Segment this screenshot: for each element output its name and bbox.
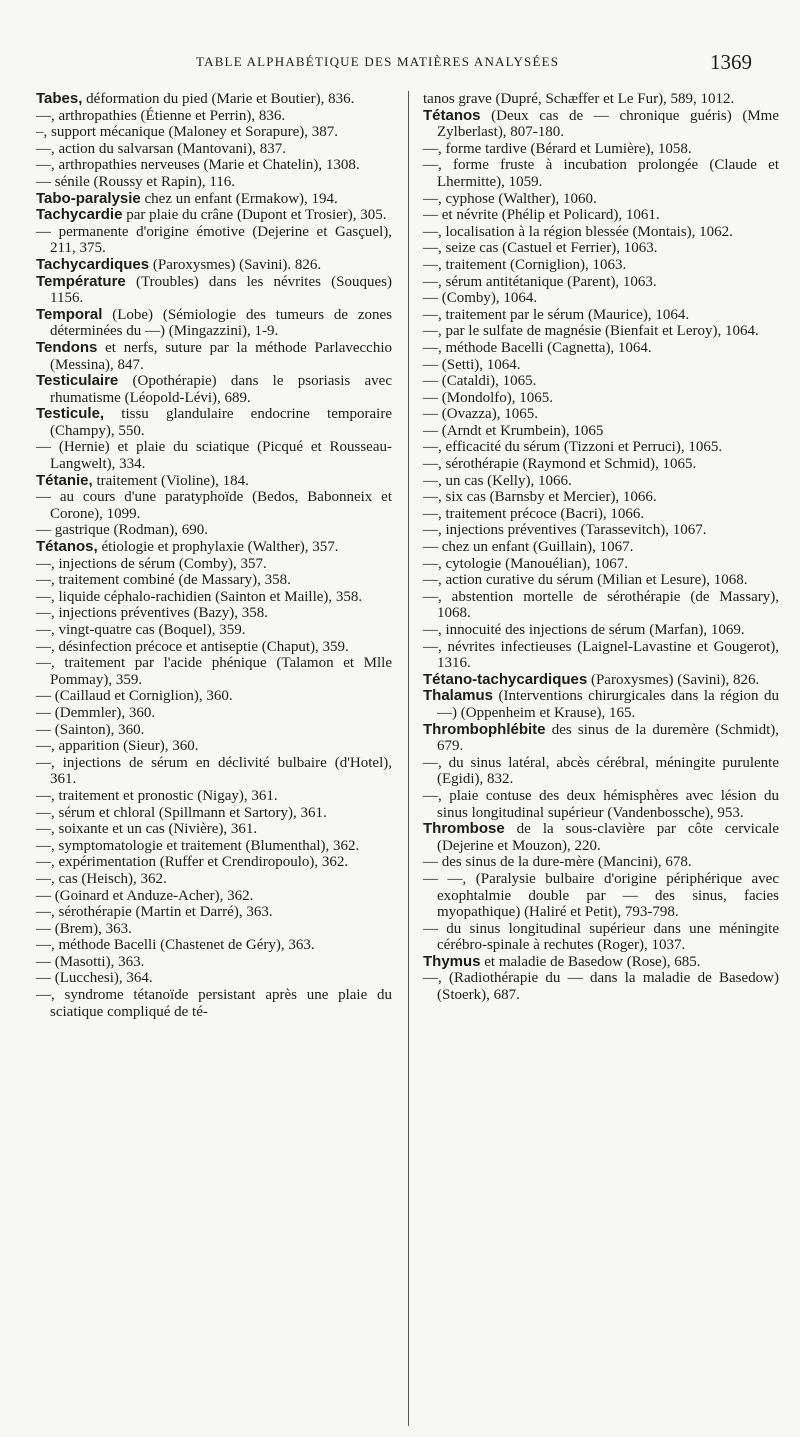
index-entry — [36, 838, 392, 855]
entry-heading: Tétanos — [423, 106, 481, 124]
entry-text: —, syndrome tétanoïde persistant après une plaie du sciatique compliqué de té- — [36, 987, 392, 1020]
entry-text: —, expérimentation (Ruffer et Crendiropoulo), 362. — [36, 854, 349, 871]
index-entry — [36, 473, 392, 490]
entry-heading: Tachycardie — [36, 206, 123, 224]
index-entry — [36, 489, 392, 522]
entry-text: —, arthropathies (Étienne et Perrin), 836. — [36, 107, 286, 124]
index-entry — [36, 622, 392, 639]
index-entry — [36, 340, 392, 373]
entry-text: —, innocuité des injections de sérum (Marfan), 1069. — [423, 622, 745, 638]
entry-text: —, action curative du sérum (Milian et Lesure), 1068. — [423, 572, 748, 589]
index-entry — [423, 307, 779, 324]
entry-text: —, injections de sérum en déclivité bulbaire (d'Hotel), 361. — [36, 754, 392, 788]
entry-text: par plaie du crâne (Dupont et Trosier), 305. — [122, 207, 387, 224]
index-entry — [423, 340, 779, 357]
index-entry — [423, 323, 779, 340]
entry-text: (Paroxysmes) (Savini), 826. — [587, 671, 760, 688]
entry-heading: Température — [36, 272, 126, 290]
entry-text: — chez un enfant (Guillain), 1067. — [423, 539, 634, 556]
index-entry — [36, 937, 392, 954]
entry-text: —, cytologie (Manouélian), 1067. — [423, 555, 628, 572]
index-entry — [36, 307, 392, 340]
entry-text: —, traitement précoce (Bacri), 1066. — [423, 505, 645, 522]
entry-text: — (Setti), 1064. — [423, 356, 521, 373]
index-entry — [423, 290, 779, 307]
index-entry — [423, 854, 779, 871]
entry-text: —, injections préventives (Bazy), 358. — [36, 605, 269, 622]
index-entry — [36, 738, 392, 755]
entry-text: —, liquide céphalo-rachidien (Sainton et Maille), 358. — [36, 588, 363, 605]
index-entry — [423, 755, 779, 788]
index-entry — [36, 589, 392, 606]
index-entry — [36, 439, 392, 472]
entry-text: —, action du salvarsan (Mantovani), 837. — [36, 140, 286, 157]
right-column — [423, 91, 779, 1004]
index-entry — [36, 572, 392, 589]
entry-text: traitement (Violine), 184. — [92, 472, 249, 489]
index-entry — [36, 639, 392, 656]
entry-text: —, injections préventives (Tarassevitch), 1067. — [423, 522, 707, 539]
entry-text: —, par le sulfate de magnésie (Bienfait et Leroy), 1064. — [423, 323, 759, 340]
entry-text: —, soixante et un cas (Nivière), 361. — [36, 821, 258, 838]
index-entry — [423, 240, 779, 257]
index-entry — [423, 191, 779, 208]
entry-text: —, névrites infectieuses (Laignel-Lavastine et Gougerot), 1316. — [423, 638, 779, 672]
entry-text: —, sérothérapie (Raymond et Schmid), 1065. — [423, 456, 697, 473]
index-entry — [36, 688, 392, 705]
index-entry — [423, 390, 779, 407]
entry-text: déformation du pied (Marie et Boutier), 836. — [82, 91, 355, 107]
index-entry — [36, 871, 392, 888]
entry-text: — (Ovazza), 1065. — [423, 406, 538, 423]
index-entry — [36, 970, 392, 987]
entry-text: — du sinus longitudinal supérieur dans une méningite cérébro-spinale à rechutes (Roger), 1037. — [423, 920, 779, 954]
entry-text: —, symptomatologie et traitement (Blumenthal), 362. — [36, 837, 360, 854]
entry-text: — (Sainton), 360. — [36, 721, 145, 738]
index-entry — [36, 141, 392, 158]
index-entry — [423, 821, 779, 854]
entry-text: —, méthode Bacelli (Cagnetta), 1064. — [423, 339, 652, 356]
entry-text: (Interventions chirurgicales dans la région du —) (Oppenheim et Krause), 165. — [437, 688, 779, 721]
index-entry — [36, 888, 392, 905]
index-entry — [36, 174, 392, 191]
entry-text: —, seize cas (Castuel et Ferrier), 1063. — [423, 240, 658, 257]
entry-heading: Tétanos, — [36, 538, 98, 556]
index-entry — [423, 157, 779, 190]
index-entry — [423, 556, 779, 573]
entry-heading: Tabes, — [36, 90, 83, 107]
page-number: 1369 — [710, 50, 752, 74]
page-header — [0, 52, 800, 76]
index-entry — [423, 788, 779, 821]
running-title: TABLE ALPHABÉTIQUE DES MATIÈRES ANALYSÉES — [196, 54, 560, 69]
index-entry — [36, 755, 392, 788]
index-entry — [423, 456, 779, 473]
index-entry — [423, 473, 779, 490]
entry-text: —, forme tardive (Bérard et Lumière), 1058. — [423, 140, 692, 157]
index-entry — [423, 539, 779, 556]
index-entry — [36, 539, 392, 556]
entry-text: — (Arndt et Krumbein), 1065 — [423, 422, 604, 439]
column-divider — [408, 91, 409, 1426]
entry-heading: Testicule, — [36, 405, 105, 423]
entry-text: —, (Radiothérapie du — dans la maladie de Basedow) (Stoerk), 687. — [423, 970, 779, 1004]
entry-text: —, apparition (Sieur), 360. — [36, 738, 199, 755]
entry-text: — (Goinard et Anduze-Acher), 362. — [36, 887, 254, 904]
index-entry — [36, 522, 392, 539]
entry-text: — gastrique (Rodman), 690. — [36, 522, 209, 539]
index-entry — [36, 805, 392, 822]
entry-text: (Lobe) (Sémiologie des tumeurs de zones déterminées du —) (Mingazzini), 1-9. — [50, 306, 392, 340]
entry-text: — —, (Paralysie bulbaire d'origine périphérique avec exophtalmie double par — des sinus, facies myopathique) (Haliré et Petit), 793-798. — [423, 870, 779, 921]
entry-heading: Testiculaire — [36, 372, 119, 390]
entry-text: —, traitement (Corniglion), 1063. — [423, 256, 627, 273]
entry-text: —, du sinus latéral, abcès cérébral, méningite purulente (Egidi), 832. — [423, 754, 779, 788]
index-entry — [36, 722, 392, 739]
index-entry — [36, 987, 392, 1020]
index-entry — [423, 406, 779, 423]
index-entry — [423, 108, 779, 141]
entry-text: — (Brem), 363. — [36, 920, 132, 937]
index-entry — [36, 191, 392, 208]
index-entry — [423, 274, 779, 291]
index-entry — [423, 207, 779, 224]
index-entry — [423, 970, 779, 1003]
entry-text: —, arthropathies nerveuses (Marie et Chatelin), 1308. — [36, 157, 360, 174]
entry-heading: Tétanie, — [36, 471, 93, 489]
entry-text: — permanente d'origine émotive (Dejerine et Gasçuel), 211, 375. — [36, 223, 392, 257]
entry-text: —, sérum antitétanique (Parent), 1063. — [423, 273, 657, 290]
entry-text: — (Cataldi), 1065. — [423, 373, 537, 390]
entry-text: — (Demmler), 360. — [36, 704, 156, 721]
entry-heading: Temporal — [36, 305, 103, 323]
entry-text: —, plaie contuse des deux hémisphères avec lésion du sinus longitudinal supérieur (Vandenbossche), 953. — [423, 787, 779, 821]
entry-text: —, sérothérapie (Martin et Darré), 363. — [36, 904, 273, 921]
entry-text: — (Hernie) et plaie du sciatique (Picqué et Rousseau-Langwelt), 334. — [36, 439, 392, 473]
index-entry — [36, 821, 392, 838]
entry-text: —, traitement combiné (de Massary), 358. — [36, 572, 291, 589]
entry-text: —, abstention mortelle de sérothérapie (de Massary), 1068. — [423, 588, 779, 622]
entry-text: (Paroxysmes) (Savini). 826. — [149, 256, 322, 273]
entry-heading: Tachycardiques — [36, 255, 150, 273]
index-entry — [423, 688, 779, 721]
entry-text: — (Caillaud et Corniglion), 360. — [36, 688, 233, 705]
index-entry — [36, 224, 392, 257]
index-entry — [36, 207, 392, 224]
entry-text: (Troubles) dans les névrites (Souques) 1156. — [50, 273, 392, 307]
index-entry — [36, 655, 392, 688]
index-entry — [423, 506, 779, 523]
entry-text: de la sous-clavière par côte cervicale (Dejerine et Mouzon), 220. — [437, 821, 779, 854]
index-entry — [36, 904, 392, 921]
index-entry — [423, 439, 779, 456]
entry-text: — (Mondolfo), 1065. — [423, 389, 553, 406]
entry-text: étiologie et prophylaxie (Walther), 357. — [97, 539, 339, 556]
entry-heading: Tendons — [36, 338, 98, 356]
index-entry — [423, 639, 779, 672]
index-entry — [423, 91, 779, 108]
index-entry — [36, 605, 392, 622]
entry-text: — (Masotti), 363. — [36, 953, 145, 970]
index-entry — [423, 871, 779, 921]
index-entry — [423, 672, 779, 689]
index-entry — [423, 522, 779, 539]
index-entry — [36, 257, 392, 274]
entry-heading: Tétano-tachycardiques — [423, 670, 588, 688]
index-entry — [36, 108, 392, 125]
entry-text: — (Lucchesi), 364. — [36, 970, 153, 987]
entry-text: —, traitement et pronostic (Nigay), 361. — [36, 787, 278, 804]
entry-text: —, vingt-quatre cas (Boquel), 359. — [36, 622, 246, 638]
entry-text: –, support mécanique (Maloney et Sorapure), 387. — [36, 124, 338, 141]
index-entry — [423, 622, 779, 639]
entry-text: —, six cas (Barnsby et Mercier), 1066. — [423, 489, 657, 506]
entry-text: —, efficacité du sérum (Tizzoni et Perruci), 1065. — [423, 439, 723, 456]
entry-text: — et névrite (Phélip et Policard), 1061. — [423, 207, 660, 224]
index-entry — [423, 257, 779, 274]
entry-heading: Thalamus — [423, 687, 494, 705]
entry-text: —, injections de sérum (Comby), 357. — [36, 555, 267, 572]
entry-text: —, sérum et chloral (Spillmann et Sartory), 361. — [36, 804, 327, 821]
entry-text: — (Comby), 1064. — [423, 290, 538, 307]
index-entry — [423, 722, 779, 755]
index-entry — [36, 373, 392, 406]
entry-text: — des sinus de la dure-mère (Mancini), 678. — [423, 854, 692, 871]
entry-heading: Thymus — [423, 952, 481, 970]
left-column — [36, 91, 392, 1020]
entry-heading: Thrombose — [423, 820, 505, 838]
entry-text: —, localisation à la région blessée (Montais), 1062. — [423, 223, 733, 240]
index-entry — [423, 357, 779, 374]
index-entry — [423, 921, 779, 954]
entry-text: —, désinfection précoce et antiseptie (Chaput), 359. — [36, 638, 349, 655]
index-entry — [423, 489, 779, 506]
index-entry — [36, 556, 392, 573]
entry-heading: Thrombophlébite — [423, 720, 546, 738]
index-entry — [36, 921, 392, 938]
index-entry — [36, 157, 392, 174]
entry-text: —, cas (Heisch), 362. — [36, 870, 167, 887]
index-entry — [36, 705, 392, 722]
index-entry — [36, 406, 392, 439]
entry-text: (Opothérapie) dans le psoriasis avec rhumatisme (Léopold-Lévi), 689. — [50, 373, 392, 406]
index-entry — [423, 572, 779, 589]
index-entry — [423, 954, 779, 971]
entry-heading: Tabo-paralysie — [36, 189, 141, 207]
entry-text: —, méthode Bacelli (Chastenet de Géry), 363. — [36, 937, 315, 954]
entry-text: — au cours d'une paratyphoïde (Bedos, Babonneix et Corone), 1099. — [36, 489, 392, 522]
index-entry — [423, 141, 779, 158]
entry-text: (Deux cas de — chronique guéris) (Mme Zylberlast), 807-180. — [437, 107, 779, 141]
entry-text: chez un enfant (Ermakow), 194. — [140, 190, 338, 207]
index-entry — [36, 788, 392, 805]
entry-text: et maladie de Basedow (Rose), 685. — [480, 953, 701, 970]
entry-text: —, un cas (Kelly), 1066. — [423, 472, 572, 489]
entry-text: tissu glandulaire endocrine temporaire (Champy), 550. — [50, 406, 392, 439]
index-entry — [36, 854, 392, 871]
entry-text: —, traitement par le sérum (Maurice), 1064. — [423, 306, 690, 323]
index-entry — [423, 423, 779, 440]
entry-text: et nerfs, suture par la méthode Parlavecchio (Messina), 847. — [50, 339, 392, 373]
entry-text: des sinus de la duremère (Schmidt), 679. — [437, 721, 779, 755]
entry-text: — sénile (Roussy et Rapin), 116. — [36, 173, 236, 190]
index-entry — [423, 224, 779, 241]
index-entry — [36, 124, 392, 141]
entry-text: —, cyphose (Walther), 1060. — [423, 190, 597, 207]
entry-text: —, forme fruste à incubation prolongée (Claude et Lhermitte), 1059. — [423, 157, 779, 190]
index-entry — [36, 274, 392, 307]
index-entry — [36, 954, 392, 971]
entry-text: tanos grave (Dupré, Schæffer et Le Fur), 589, 1012. — [423, 91, 735, 107]
index-entry — [423, 373, 779, 390]
index-entry — [423, 589, 779, 622]
index-entry — [36, 91, 392, 108]
entry-text: —, traitement par l'acide phénique (Talamon et Mlle Pommay), 359. — [36, 655, 392, 688]
